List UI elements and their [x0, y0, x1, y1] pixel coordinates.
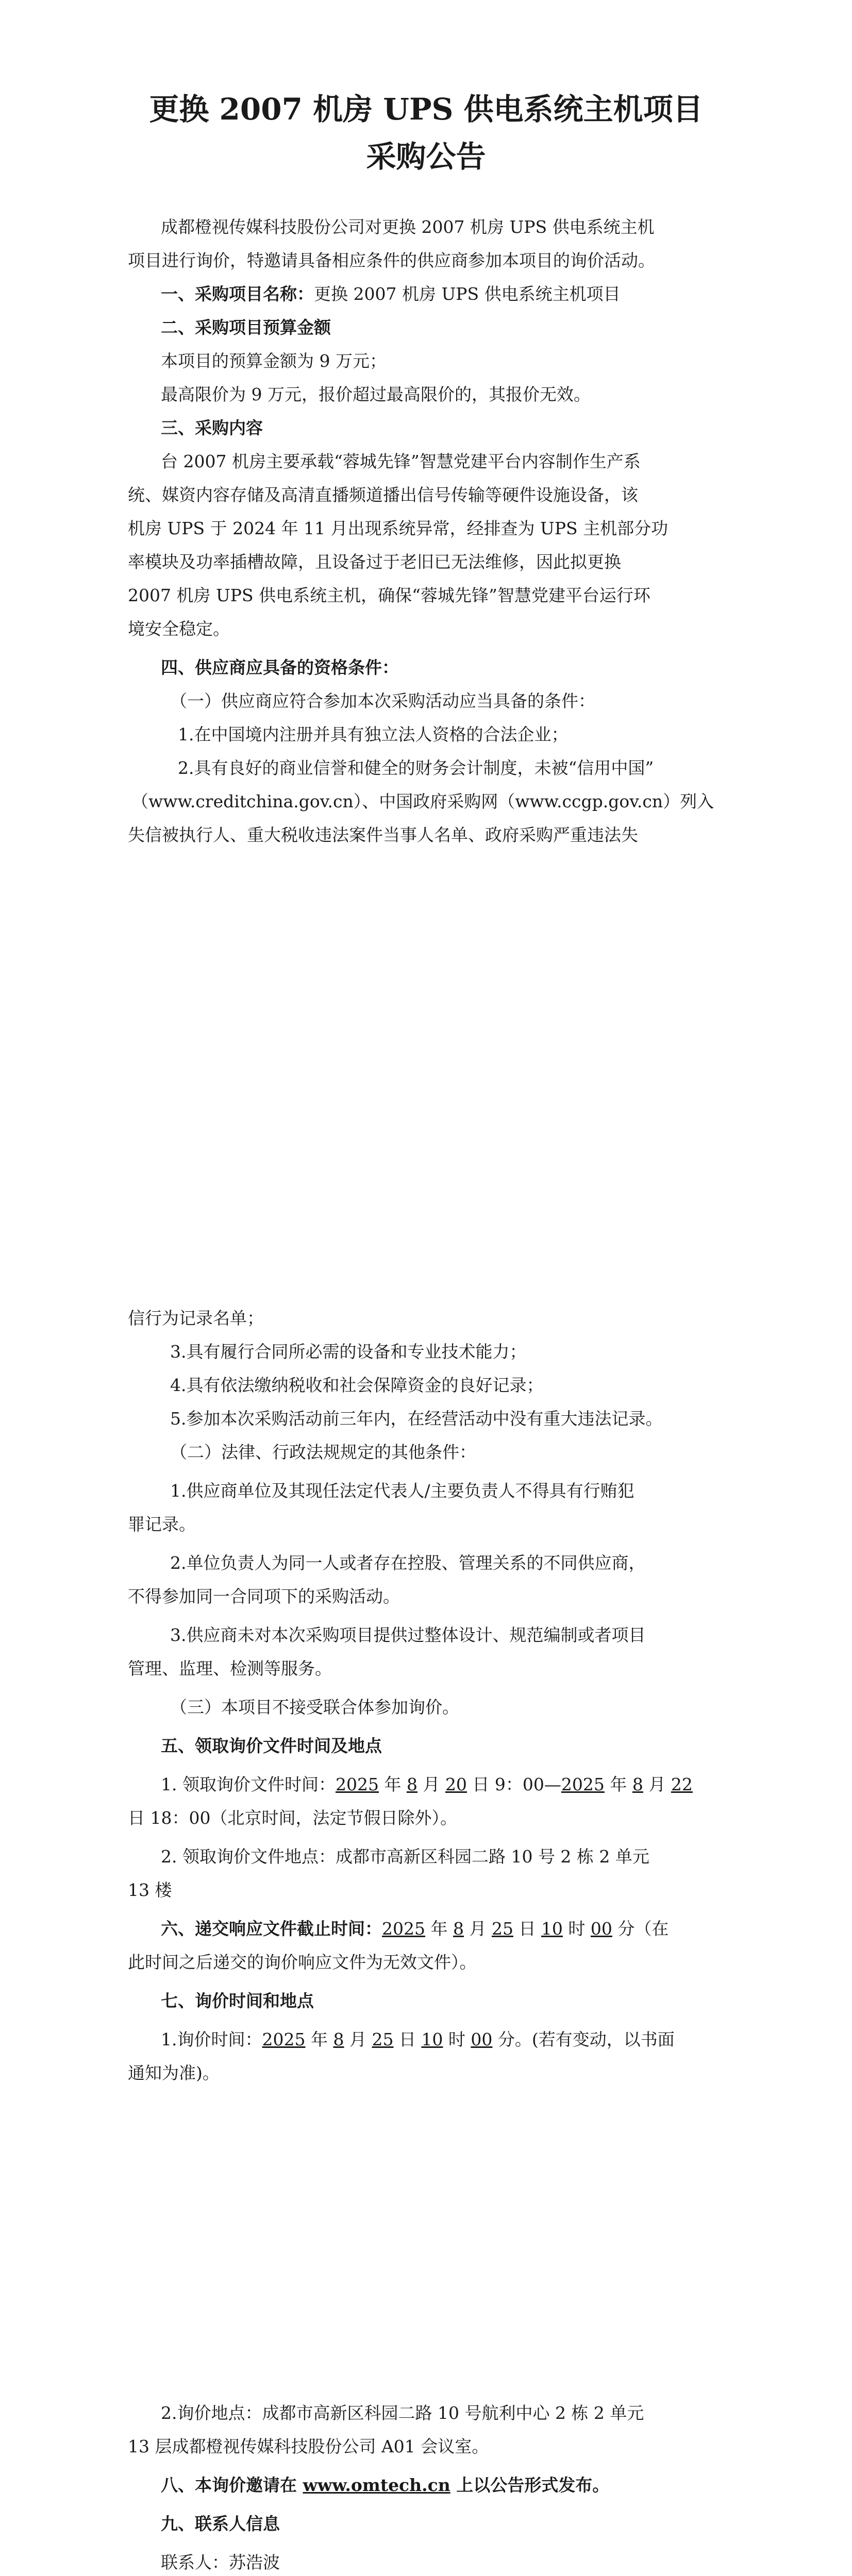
section-3-line: 率模块及功率插槽故障，且设备过于老旧已无法维修，因此拟更换	[128, 552, 621, 572]
section-4-sub1: （一）供应商应符合参加本次采购活动应当具备的条件：	[170, 691, 595, 711]
section-7-minute: 00	[471, 2029, 493, 2049]
section-4-item4: 4.具有依法缴纳税收和社会保障资金的良好记录；	[170, 1375, 544, 1395]
section-2-line2: 最高限价为 9 万元，报价超过最高限价的，其报价无效。	[161, 384, 591, 404]
section-7-yue: 月	[344, 2029, 372, 2049]
section-8-suffix: 上以公告形式发布。	[450, 2475, 610, 2495]
section-5-place-line: 13 楼	[128, 1880, 172, 1900]
section-5-time-nian2: 年	[604, 1774, 632, 1794]
section-7-ri: 日	[393, 2029, 422, 2049]
section-6-hour: 10	[541, 1919, 563, 1939]
section-6-tail1: （在	[634, 1919, 669, 1939]
section-4-item5: 5.参加本次采购活动前三年内，在经营活动中没有重大违法记录。	[170, 1409, 663, 1429]
section-7-place-line: 2.询价地点：成都市高新区科园二路 10 号航利中心 2 栋 2 单元	[161, 2403, 644, 2423]
section-7-month: 8	[333, 2029, 344, 2049]
section-4-heading: 四、供应商应具备的资格条件：	[161, 657, 399, 677]
section-5-time-day2: 22	[671, 1774, 693, 1794]
section-5-time-start: 9：00—	[494, 1774, 561, 1794]
section-7-day: 25	[372, 2029, 394, 2049]
intro-line2: 项目进行询价，特邀请具备相应条件的供应商参加本项目的询价活动。	[128, 250, 655, 270]
doc-title-line1: 更换 2007 机房 UPS 供电系统主机项目	[149, 92, 703, 127]
section-6-nian: 年	[425, 1919, 453, 1939]
section-3-line: 2007 机房 UPS 供电系统主机，确保“蓉城先锋”智慧党建平台运行环	[128, 585, 650, 605]
section-7-hour: 10	[421, 2029, 443, 2049]
section-4-law2-line: 2.单位负责人为同一人或者存在控股、管理关系的不同供应商，	[170, 1553, 646, 1573]
section-7-time-line2: 通知为准)。	[128, 2063, 220, 2083]
section-3-heading: 三、采购内容	[161, 418, 263, 438]
section-5-time-month2: 8	[632, 1774, 643, 1794]
section-3-line: 统、媒资内容存储及高清直播频道播出信号传输等硬件设施设备，该	[128, 485, 638, 505]
section-7-nian: 年	[305, 2029, 333, 2049]
section-7-place-line: 13 层成都橙视传媒科技股份公司 A01 会议室。	[128, 2436, 489, 2456]
section-4-sub3: （三）本项目不接受联合体参加询价。	[170, 1697, 459, 1717]
section-6-heading: 六、递交响应文件截止时间：	[161, 1919, 382, 1939]
section-4-law3-line: 3.供应商未对本次采购项目提供过整体设计、规范编制或者项目	[170, 1625, 646, 1645]
section-7-time	[161, 2027, 675, 2052]
section-2-heading: 二、采购项目预算金额	[161, 317, 331, 337]
section-5-time-year2: 2025	[561, 1774, 605, 1794]
section-7-time-tail: 。(若有变动，以书面	[514, 2029, 675, 2049]
section-5-time-nian: 年	[378, 1774, 407, 1794]
section-6-fen: 分	[612, 1919, 635, 1939]
section-6-year: 2025	[382, 1919, 425, 1939]
section-4-item2-line: （www.creditchina.gov.cn）、中国政府采购网（www.ccgp.gov.cn）列入	[131, 791, 714, 811]
section-3-line: 台 2007 机房主要承载“蓉城先锋”智慧党建平台内容制作生产系	[161, 451, 641, 471]
section-4-law1-line: 罪记录。	[128, 1514, 196, 1534]
section-8-link[interactable]: www.omtech.cn	[303, 2475, 450, 2495]
section-3-line: 机房 UPS 于 2024 年 11 月出现系统异常，经排查为 UPS 主机部分功	[128, 518, 669, 538]
section-7-time-label: 1.询价时间：	[161, 2029, 262, 2049]
section-1	[161, 282, 621, 307]
intro-line1: 成都橙视传媒科技股份公司对更换 2007 机房 UPS 供电系统主机	[161, 217, 655, 237]
section-5-place-line: 2. 领取询价文件地点：成都市高新区科园二路 10 号 2 栋 2 单元	[161, 1846, 649, 1867]
section-6-ri: 日	[513, 1919, 541, 1939]
section-4-item2-line: 信行为记录名单；	[128, 1308, 264, 1328]
section-4-item2-line: 2.具有良好的商业信誉和健全的财务会计制度，未被“信用中国”	[178, 758, 654, 778]
section-1-heading: 一、采购项目名称：	[161, 284, 314, 304]
section-7-year: 2025	[262, 2029, 306, 2049]
section-8	[161, 2473, 609, 2498]
section-5-time-day1: 20	[445, 1774, 467, 1794]
section-4-law2-line: 不得参加同一合同项下的采购活动。	[128, 1586, 400, 1606]
section-6-line2: 此时间之后递交的询价响应文件为无效文件）。	[128, 1952, 477, 1972]
section-7-fen: 分	[492, 2029, 515, 2049]
section-6-month: 8	[453, 1919, 464, 1939]
section-4-law3-line: 管理、监理、检测等服务。	[128, 1658, 332, 1679]
section-6-day: 25	[491, 1919, 513, 1939]
section-7-heading: 七、询价时间和地点	[161, 1991, 314, 2011]
section-5-time-yue: 月	[417, 1774, 445, 1794]
section-6-shi: 时	[562, 1919, 591, 1939]
section-3-line: 境安全稳定。	[128, 619, 230, 639]
section-5-time-year1: 2025	[335, 1774, 379, 1794]
section-5-time-ri: 日	[466, 1774, 495, 1794]
section-5-time-month1: 8	[406, 1774, 417, 1794]
section-4-item3: 3.具有履行合同所必需的设备和专业技术能力；	[170, 1342, 527, 1362]
section-5-time-label: 1. 领取询价文件时间：	[161, 1774, 336, 1794]
section-5-heading: 五、领取询价文件时间及地点	[161, 1736, 382, 1756]
section-1-text: 更换 2007 机房 UPS 供电系统主机项目	[314, 284, 621, 304]
section-7-shi: 时	[443, 2029, 471, 2049]
section-5-time	[161, 1772, 693, 1797]
section-2-line1: 本项目的预算金额为 9 万元；	[161, 351, 387, 371]
section-4-sub2: （二）法律、行政法规规定的其他条件：	[170, 1442, 476, 1462]
section-5-time-yue2: 月	[643, 1774, 671, 1794]
section-4-item1: 1.在中国境内注册并具有独立法人资格的合法企业；	[178, 724, 569, 744]
section-5-time-tail: 日 18：00（北京时间，法定节假日除外）。	[128, 1808, 457, 1828]
section-9-heading: 九、联系人信息	[161, 2514, 280, 2534]
contact-person: 联系人：苏浩波	[161, 2552, 280, 2572]
section-4-law1-line: 1.供应商单位及其现任法定代表人/主要负责人不得具有行贿犯	[170, 1481, 634, 1501]
section-8-prefix: 八、本询价邀请在	[161, 2475, 303, 2495]
section-6-minute: 00	[590, 1919, 612, 1939]
section-6-yue: 月	[463, 1919, 492, 1939]
section-6	[161, 1917, 669, 1941]
section-4-item2-line: 失信被执行人、重大税收违法案件当事人名单、政府采购严重违法失	[128, 825, 638, 845]
doc-title-line2: 采购公告	[366, 139, 486, 174]
